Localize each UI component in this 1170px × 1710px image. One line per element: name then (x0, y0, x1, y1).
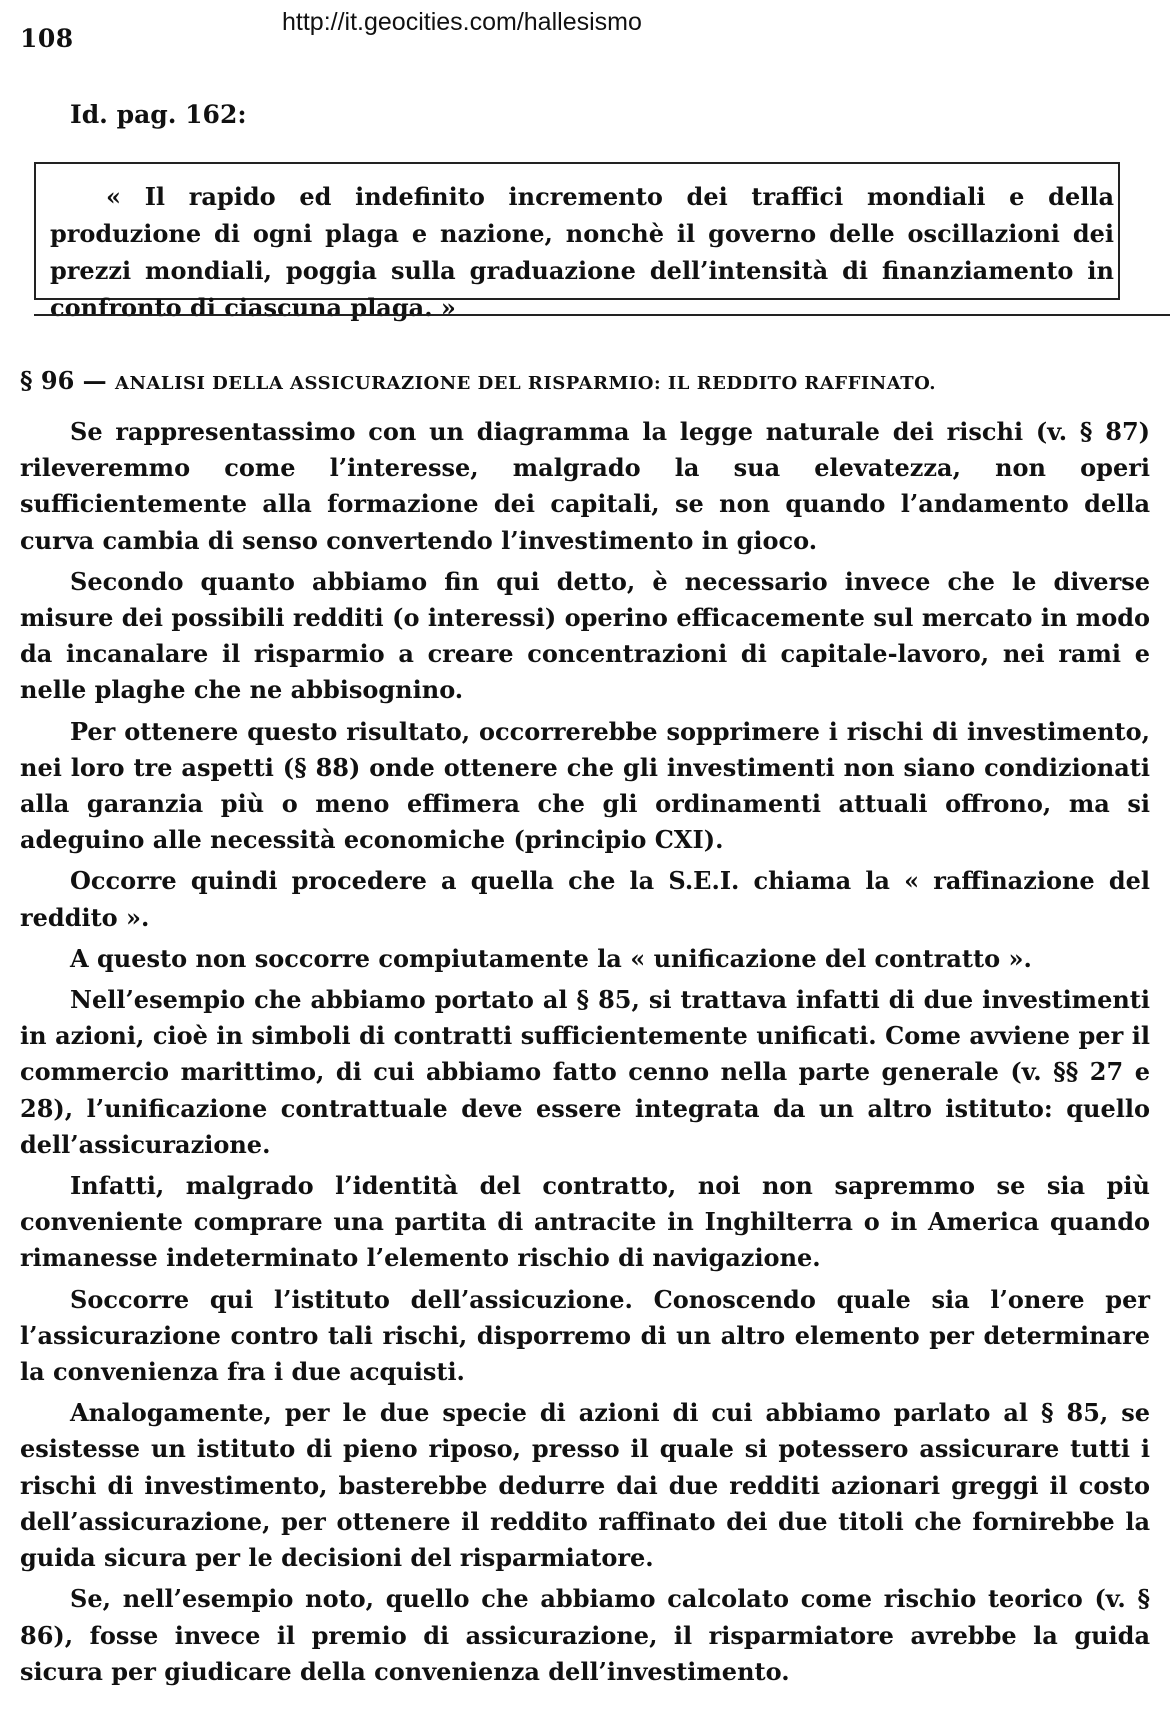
section-heading (20, 366, 1150, 395)
paragraph: Infatti, malgrado l’identità del contratto, noi non sapremmo se sia più conveniente comprare una partita di antracite in Inghilterra o in America quando rimanesse indeterminato l’elemento rischio di navigazione. (20, 1171, 1150, 1273)
paragraph: Occorre quindi procedere a quella che la S.E.I. chiama la « raffinazione del reddito ». (20, 866, 1150, 932)
horizontal-rule (34, 314, 1170, 316)
paragraph: A questo non soccorre compiutamente la « unificazione del contratto ». (70, 943, 1032, 973)
section-number: § 96 — (20, 366, 107, 395)
paragraph: Secondo quanto abbiamo fin qui detto, è necessario invece che le diverse misure dei possibili redditi (o interessi) operino efficacemente sul mercato in modo da incanalare il risparmio a creare concentrazioni di capitale-lavoro, nei rami e nelle plaghe che ne abbisognino. (20, 566, 1150, 705)
paragraph: Se, nell’esempio noto, quello che abbiamo calcolato come rischio teorico (v. § 86), fosse invece il premio di assicurazione, il risparmiatore avrebbe la guida sicura per giudicare della convenienza dell’investimento. (20, 1584, 1150, 1686)
source-url: http://it.geocities.com/hallesismo (282, 8, 642, 36)
page-number: 108 (20, 24, 74, 53)
paragraph: Se rappresentassimo con un diagramma la legge naturale dei rischi (v. § 87) rileveremmo come l’interesse, malgrado la sua elevatezza, non operi sufficientemente alla formazione dei capitali, se non quando l’andamento della curva cambia di senso convertendo l’investimento in gioco. (20, 417, 1150, 555)
citation-reference: Id. pag. 162: (70, 100, 247, 129)
body-text (20, 414, 1150, 1695)
section-title: ANALISI DELLA ASSICURAZIONE DEL RISPARMIO: IL REDDITO RAFFINATO. (115, 373, 937, 394)
paragraph: Nell’esempio che abbiamo portato al § 85, si trattava infatti di due investimenti in azioni, cioè in simboli di contratti sufficientemente unificati. Come avviene per il commercio marittimo, di cui abbiamo fatto cenno nella parte generale (v. §§ 27 e 28), l’unificazione contrattuale deve essere integrata da un altro istituto: quello dell’assicurazione. (20, 985, 1150, 1159)
paragraph: Per ottenere questo risultato, occorrerebbe sopprimere i rischi di investimento, nei loro tre aspetti (§ 88) onde ottenere che gli investimenti non siano condizionati alla garanzia più o meno effimera che gli ordinamenti attuali offrono, ma si adeguino alle necessità economiche (principio CXI). (20, 716, 1150, 855)
quote-text: « Il rapido ed indefinito incremento dei traffici mondiali e della produzione di ogni plaga e nazione, nonchè il governo delle oscillazioni dei prezzi mondiali, poggia sulla graduazione dell’intensità di finanziamento in confronto di ciascuna plaga. » (50, 182, 1114, 322)
paragraph: Soccorre qui l’istituto dell’assicuzione. Conoscendo quale sia l’onere per l’assicurazione contro tali rischi, disporremo di un altro elemento per determinare la convenienza fra i due acquisti. (20, 1284, 1150, 1387)
paragraph: Analogamente, per le due specie di azioni di cui abbiamo parlato al § 85, se esistesse un istituto di pieno riposo, presso il quale si potessero assicurare tutti i rischi di investimento, basterebbe dedurre dai due redditi azionari greggi il costo dell’assicurazione, per ottenere il reddito raffinato dei due titoli che fornirebbe la guida sicura per le decisioni del risparmiatore. (20, 1398, 1150, 1573)
